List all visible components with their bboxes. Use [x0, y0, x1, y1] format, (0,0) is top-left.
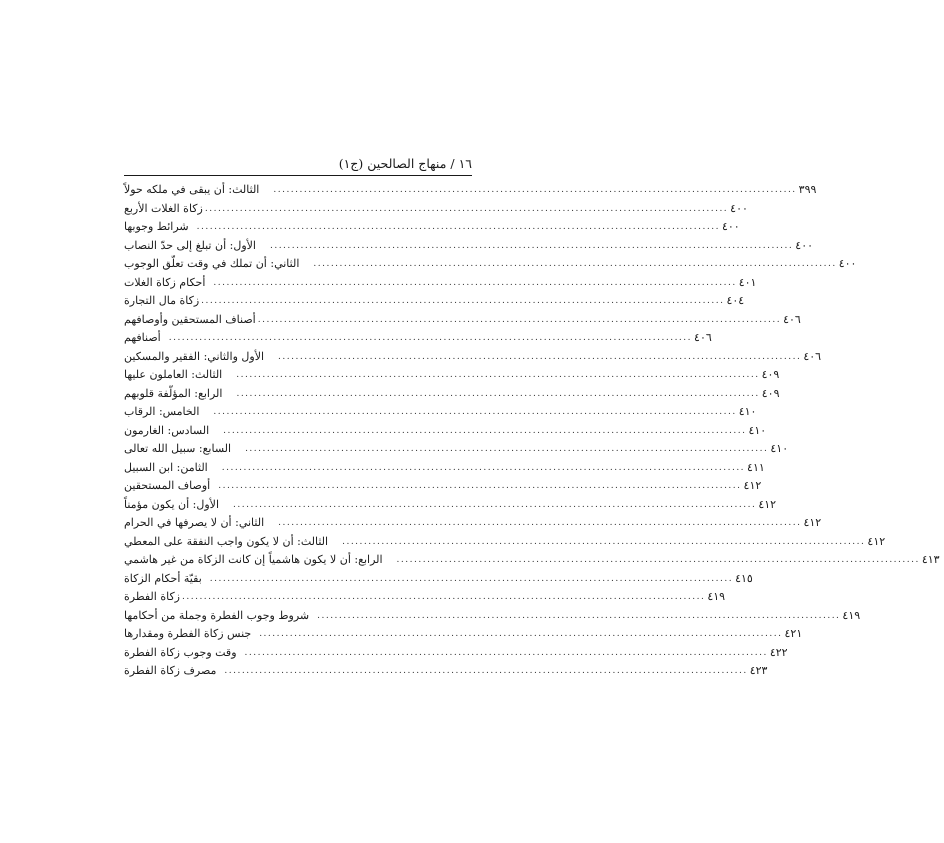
dot-leader: ........................................................................................................................ — [209, 573, 734, 584]
table-of-contents — [124, 181, 940, 681]
toc-entry-page-number: ٤٠٤ — [726, 294, 745, 307]
toc-entry-page-number: ٤١٣ — [921, 553, 940, 566]
toc-entry-page-number: ٤١٢ — [743, 479, 762, 492]
toc-entry-title: الأول: أن يكون مؤمناً — [124, 497, 219, 511]
dot-leader: ........................................................................................................................ — [213, 277, 737, 288]
toc-entry[interactable] — [124, 477, 762, 496]
toc-entry-page-number: ٤٠٩ — [761, 368, 780, 381]
dot-leader: ........................................................................................................................ — [201, 296, 725, 306]
dot-leader: ........................................................................................................................ — [236, 388, 760, 399]
toc-entry-title: الأول والثاني: الفقير والمسكين — [124, 349, 265, 363]
toc-entry[interactable] — [124, 496, 777, 515]
toc-entry-page-number: ٤٠٦ — [803, 349, 822, 363]
toc-entry-page-number: ٤٠٠ — [838, 257, 857, 270]
dot-leader: ........................................................................................................................ — [273, 185, 797, 195]
toc-entry-page-number: ٤٠٦ — [694, 331, 712, 344]
toc-entry-page-number: ٣٩٩ — [798, 183, 817, 196]
toc-entry[interactable] — [124, 329, 712, 348]
toc-entry-page-number: ٤٢٢ — [769, 645, 788, 659]
dot-leader: ........................................................................................................................ — [224, 666, 748, 676]
toc-entry-page-number: ٤١٠ — [770, 442, 789, 455]
toc-entry[interactable] — [124, 533, 886, 552]
dot-leader: ........................................................................................................................ — [196, 222, 720, 232]
toc-entry[interactable] — [124, 348, 822, 367]
toc-entry-title: زكاة الغلات الأربع — [124, 201, 203, 215]
dot-leader: ........................................................................................................................ — [278, 518, 802, 528]
toc-entry-page-number: ٤٢١ — [784, 627, 803, 640]
toc-entry-page-number: ٤٠٩ — [761, 386, 780, 400]
toc-entry-title: السابع: سبيل الله تعالى — [124, 442, 232, 455]
toc-entry[interactable] — [124, 255, 857, 274]
toc-entry-page-number: ٤٠٦ — [783, 312, 801, 326]
toc-entry-page-number: ٤١٠ — [748, 423, 767, 437]
running-header: ١٦ / منهاج الصالحين (ج١) — [338, 156, 472, 171]
toc-entry-page-number: ٤٠٠ — [730, 201, 748, 215]
toc-entry-title: أصنافهم — [124, 331, 161, 344]
toc-entry-page-number: ٤١٥ — [735, 571, 753, 585]
toc-entry-title: وقت وجوب زكاة الفطرة — [124, 645, 237, 659]
toc-entry[interactable] — [124, 218, 740, 237]
toc-entry[interactable] — [124, 588, 726, 607]
toc-entry-title: الثاني: أن تملك في وقت تعلّق الوجوب — [124, 257, 300, 270]
toc-entry-title: الأول: أن تبلغ إلى حدّ النصاب — [124, 238, 256, 252]
toc-entry[interactable] — [124, 459, 765, 478]
toc-entry[interactable] — [124, 292, 745, 311]
toc-entry-title: الثامن: ابن السبيل — [124, 460, 208, 474]
dot-leader: ........................................................................................................................ — [182, 592, 706, 602]
header-rule — [124, 175, 472, 176]
toc-entry[interactable] — [124, 200, 748, 219]
toc-entry-title: شروط وجوب الفطرة وجملة من أحكامها — [124, 608, 310, 622]
dot-leader: ........................................................................................................................ — [245, 444, 769, 454]
toc-entry[interactable] — [124, 644, 788, 663]
toc-entry[interactable] — [124, 366, 780, 385]
dot-leader: ........................................................................................................................ — [257, 314, 782, 325]
toc-entry-title: الرابع: المؤلّفة قلوبهم — [124, 386, 223, 400]
toc-entry[interactable] — [124, 440, 789, 459]
toc-entry-title: زكاة الفطرة — [124, 590, 180, 603]
dot-leader: ........................................................................................................................ — [342, 536, 866, 547]
toc-entry-page-number: ٤١٩ — [842, 608, 861, 622]
toc-entry-title: أوصاف المستحقين — [124, 479, 211, 492]
toc-entry[interactable] — [124, 570, 753, 589]
toc-entry-title: مصرف زكاة الفطرة — [124, 664, 217, 677]
dot-leader: ........................................................................................................................ — [313, 259, 837, 269]
toc-entry-title: بقيّة أحكام الزكاة — [124, 571, 202, 585]
toc-entry[interactable] — [124, 514, 822, 533]
toc-entry[interactable] — [124, 274, 757, 293]
dot-leader: ........................................................................................................................ — [396, 555, 920, 565]
toc-entry-page-number: ٤١١ — [747, 460, 765, 474]
toc-entry-page-number: ٤٠٠ — [721, 220, 740, 233]
dot-leader: ........................................................................................................................ — [168, 333, 693, 343]
toc-entry[interactable] — [124, 181, 817, 200]
toc-entry[interactable] — [124, 237, 814, 256]
toc-entry-page-number: ٤١٢ — [803, 516, 822, 529]
dot-leader: ........................................................................................................................ — [218, 481, 742, 491]
dot-leader: ........................................................................................................................ — [221, 462, 746, 473]
toc-entry[interactable] — [124, 422, 767, 441]
toc-entry-page-number: ٤١٠ — [738, 405, 757, 418]
toc-entry[interactable] — [124, 385, 780, 404]
toc-entry[interactable] — [124, 403, 757, 422]
dot-leader: ........................................................................................................................ — [233, 499, 757, 510]
toc-entry[interactable] — [124, 551, 940, 570]
toc-entry-page-number: ٤١٢ — [758, 497, 777, 511]
dot-leader: ........................................................................................................................ — [259, 629, 783, 639]
toc-entry-title: زكاة مال التجارة — [124, 294, 200, 307]
dot-leader: ........................................................................................................................ — [223, 425, 747, 436]
toc-entry-title: الخامس: الرقاب — [124, 405, 200, 418]
toc-entry-title: جنس زكاة الفطرة ومقدارها — [124, 627, 252, 640]
toc-entry-title: الثالث: العاملون عليها — [124, 368, 223, 381]
toc-entry[interactable] — [124, 625, 803, 644]
toc-entry-page-number: ٤٠١ — [738, 275, 757, 289]
toc-entry[interactable] — [124, 662, 768, 681]
toc-entry-title: السادس: الغارمون — [124, 423, 210, 437]
toc-entry-title: الرابع: أن لا يكون هاشمياً إن كانت الزكاة من غير هاشمي — [124, 553, 383, 566]
dot-leader: ........................................................................................................................ — [244, 647, 768, 658]
toc-entry-title: الثاني: أن لا يصرفها في الحرام — [124, 516, 265, 529]
dot-leader: ........................................................................................................................ — [236, 370, 760, 380]
toc-entry-page-number: ٤١٢ — [867, 534, 886, 548]
toc-entry-page-number: ٤٠٠ — [795, 238, 814, 252]
toc-entry-title: الثالث: أن يبقى في ملكه حولاً — [124, 183, 260, 196]
toc-entry-title: شرائط وجوبها — [124, 220, 189, 233]
toc-entry-title: أصناف المستحقين وأوصافهم — [124, 312, 256, 326]
dot-leader: ........................................................................................................................ — [278, 351, 802, 362]
dot-leader: ........................................................................................................................ — [317, 610, 841, 621]
dot-leader: ........................................................................................................................ — [204, 203, 729, 214]
toc-entry[interactable] — [124, 607, 861, 626]
toc-entry[interactable] — [124, 311, 801, 330]
dot-leader: ........................................................................................................................ — [269, 240, 794, 251]
toc-entry-title: الثالث: أن لا يكون واجب النفقة على المعطي — [124, 534, 329, 548]
dot-leader: ........................................................................................................................ — [213, 407, 737, 417]
toc-entry-page-number: ٤٢٣ — [749, 664, 768, 677]
toc-entry-title: أحكام زكاة الغلات — [124, 275, 206, 289]
toc-entry-page-number: ٤١٩ — [707, 590, 726, 603]
